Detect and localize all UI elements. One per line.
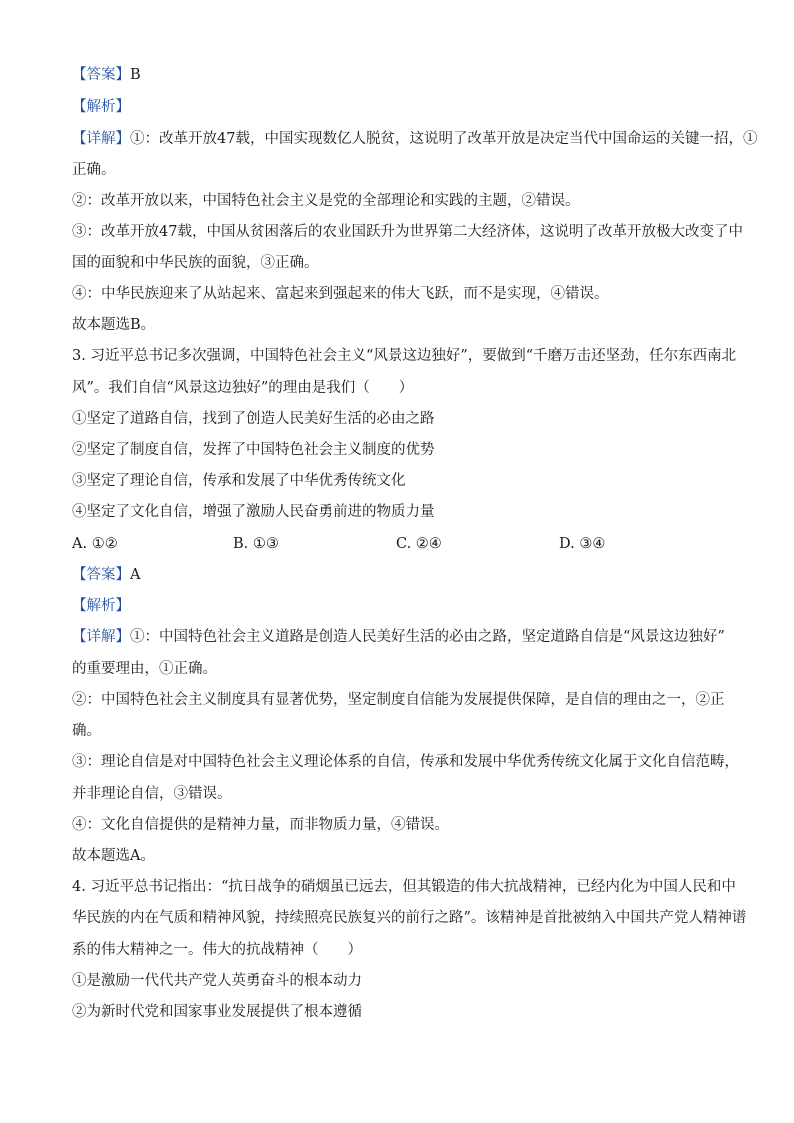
analysis-label: 【解析】 (72, 99, 130, 115)
q2-answer-line (72, 65, 752, 85)
q3-analysis-line (72, 596, 752, 616)
q2-detail-line: 国的面貌和中华民族的面貌，③正确。 (72, 255, 319, 271)
q4-stem-line: 系的伟大精神之一。伟大的抗战精神（ ） (72, 942, 362, 958)
answer-value: A (130, 567, 141, 583)
q3-conclusion: 故本题选A。 (72, 848, 155, 864)
option-c: C. ②④ (396, 536, 442, 552)
q2-detail-line: ④：中华民族迎来了从站起来、富起来到强起来的伟大飞跃，而不是实现，④错误。 (72, 286, 609, 302)
q3-statement: ①坚定了道路自信，找到了创造人民美好生活的必由之路 (72, 411, 435, 427)
q3-options (72, 534, 752, 554)
q3-statement: ②坚定了制度自信，发挥了中国特色社会主义制度的优势 (72, 442, 435, 458)
q3-stem-line: 3. 习近平总书记多次强调，中国特色社会主义“风景这边独好”，要做到“千磨万击还坚劲，任尔东西南北 (72, 348, 737, 364)
q3-answer-line (72, 565, 752, 585)
q3-statement: ④坚定了文化自信，增强了激励人民奋勇前进的物质力量 (72, 504, 435, 520)
option-b: B. ①③ (233, 536, 279, 552)
answer-label: 【答案】 (72, 67, 130, 83)
q3-detail-line: 的重要理由，①正确。 (72, 661, 217, 677)
option-d: D. ③④ (559, 536, 606, 552)
detail-text: ①：中国特色社会主义道路是创造人民美好生活的必由之路，坚定道路自信是“风景这边独好” (130, 629, 725, 645)
q4-stem-line: 华民族的内在气质和精神风貌，持续照亮民族复兴的前行之路”。该精神是首批被纳入中国共产党人精神谱 (72, 910, 747, 926)
q3-statement: ③坚定了理论自信，传承和发展了中华优秀传统文化 (72, 473, 406, 489)
q4-stem-line: 4. 习近平总书记指出：“抗日战争的硝烟虽已远去，但其锻造的伟大抗战精神，已经内化为中国人民和中 (72, 879, 736, 895)
q2-analysis-line (72, 97, 752, 117)
answer-value: B (130, 67, 141, 83)
q3-stem-line: 风”。我们自信“风景这边独好”的理由是我们（ ） (72, 380, 414, 396)
q2-detail-line (72, 129, 758, 149)
q4-statement: ①是激励一代代共产党人英勇奋斗的根本动力 (72, 973, 362, 989)
q3-detail-line: 确。 (72, 723, 101, 739)
q2-detail-line: 正确。 (72, 162, 116, 178)
option-a: A. ①② (72, 536, 118, 552)
q2-detail-line: ②：改革开放以来，中国特色社会主义是党的全部理论和实践的主题，②错误。 (72, 193, 580, 209)
q3-detail-line: 并非理论自信，③错误。 (72, 786, 232, 802)
answer-label: 【答案】 (72, 567, 130, 583)
q3-detail-line: ③：理论自信是对中国特色社会主义理论体系的自信，传承和发展中华优秀传统文化属于文化自信范畴， (72, 754, 739, 770)
detail-label: 【详解】 (72, 131, 130, 147)
q3-detail-line: ②：中国特色社会主义制度具有显著优势，坚定制度自信能为发展提供保障，是自信的理由之一，②正 (72, 692, 725, 708)
q4-statement: ②为新时代党和国家事业发展提供了根本遵循 (72, 1004, 362, 1020)
detail-label: 【详解】 (72, 629, 130, 645)
q3-detail-line: ④：文化自信提供的是精神力量，而非物质力量，④错误。 (72, 817, 449, 833)
q3-detail-line (72, 627, 752, 647)
analysis-label: 【解析】 (72, 598, 130, 614)
q2-conclusion: 故本题选B。 (72, 317, 156, 333)
q2-detail-line: ③：改革开放47载，中国从贫困落后的农业国跃升为世界第二大经济体，这说明了改革开放极大改变了中 (72, 224, 743, 240)
detail-text: ①：改革开放47载，中国实现数亿人脱贫，这说明了改革开放是决定当代中国命运的关键一招，① (130, 131, 758, 147)
